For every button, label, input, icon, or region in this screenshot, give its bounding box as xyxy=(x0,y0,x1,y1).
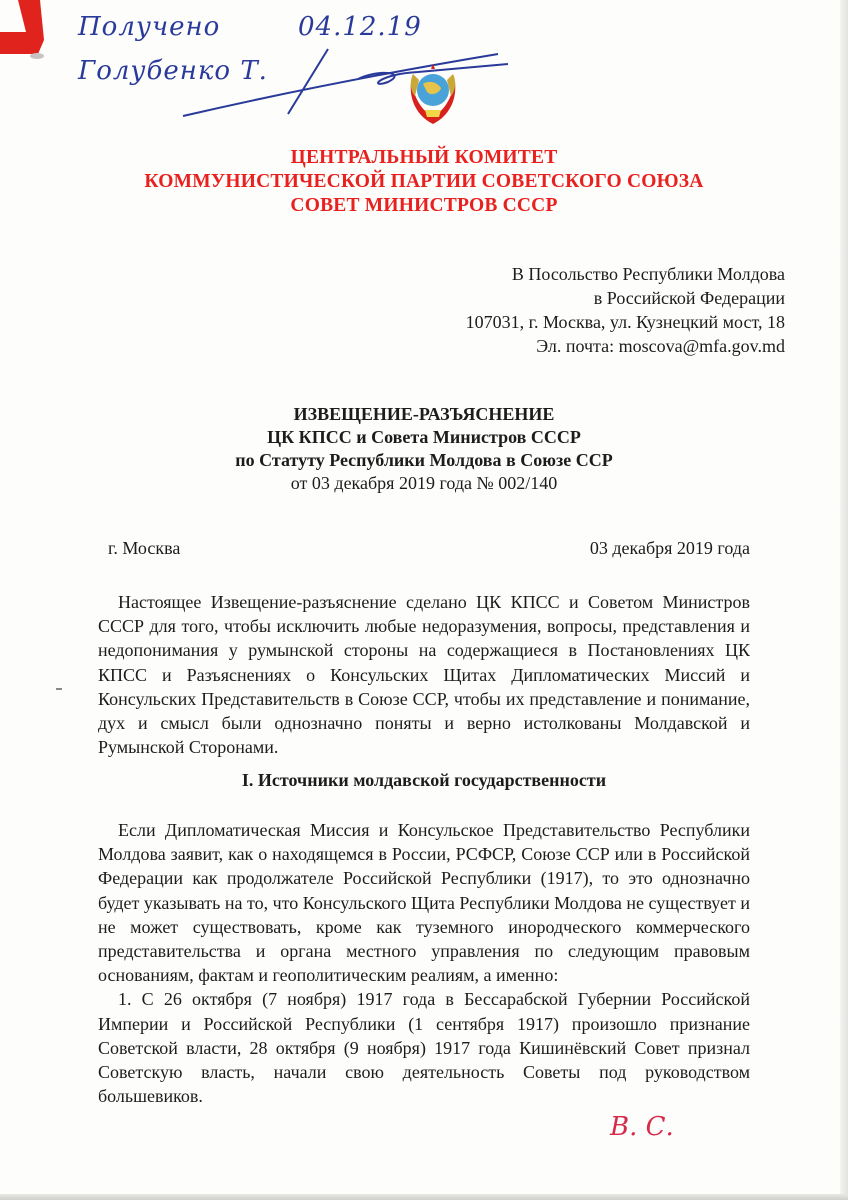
document-title xyxy=(0,403,848,495)
received-note: Получено xyxy=(78,12,221,42)
ussr-coat-of-arms-icon xyxy=(403,60,463,128)
title-line: по Статуту Республики Молдова в Союзе ССР xyxy=(235,450,613,470)
date: 03 декабря 2019 года xyxy=(589,538,750,558)
title-line: ИЗВЕЩЕНИЕ-РАЗЪЯСНЕНИЕ xyxy=(293,404,555,424)
section-heading: I. Источники молдавской государственности xyxy=(241,770,607,790)
header-line: СОВЕТ МИНИСТРОВ СССР xyxy=(290,195,558,216)
received-date: 04.12.19 xyxy=(298,12,422,42)
issuer-header xyxy=(0,146,848,218)
list-item: 1. С 26 октября (7 ноября) 1917 года в Бессарабской Губернии Российской Империи и Российской Республики (1 сентября 1917) произошло признание Советской власти, 28 октября (9 ноября) 1917 года Кишинёвский Совет признал Советскую власть, начали свою деятельность Советы под руководством большевиков. xyxy=(98,989,750,1107)
place-date-row xyxy=(108,538,750,559)
title-line: ЦК КПСС и Совета Министров СССР xyxy=(267,427,581,447)
addressee-email: Эл. почта: moscova@mfa.gov.md xyxy=(536,336,785,356)
header-line: КОММУНИСТИЧЕСКОЙ ПАРТИИ СОВЕТСКОГО СОЮЗА xyxy=(144,171,704,192)
addressee-line: в Российской Федерации xyxy=(593,288,785,308)
scan-artifact xyxy=(56,688,62,690)
place: г. Москва xyxy=(108,538,181,558)
page-edge xyxy=(0,1194,848,1200)
addressee-line: 107031, г. Москва, ул. Кузнецкий мост, 18 xyxy=(465,312,785,332)
section-body xyxy=(98,818,750,1108)
addressee-line: В Посольство Республики Молдова xyxy=(511,264,785,284)
intro-section xyxy=(98,590,750,759)
document-number: от 03 декабря 2019 года № 002/140 xyxy=(290,473,558,493)
header-line: ЦЕНТРАЛЬНЫЙ КОМИТЕТ xyxy=(290,147,558,168)
signatory-note: Голубенко Т. xyxy=(78,56,268,86)
addressee-block xyxy=(466,262,785,358)
binding-ribbon-icon xyxy=(0,0,48,60)
handwritten-initials: В. С. xyxy=(610,1112,674,1142)
intro-paragraph: Настоящее Извещение-разъяснение сделано ЦК КПСС и Советом Министров СССР для того, чтобы исключить любые недоразумения, вопросы, представления и недопонимания у румынской стороны на содержащиеся в Постановлениях ЦК КПСС и Разъяснениях о Консульских Щитах Дипломатических Миссий и Консульских Представительств в Союзе ССР, чтобы их представление и понимание, дух и смысл были однозначно поняты и верно истолкованы Молдавской и Румынской Сторонами. xyxy=(98,592,750,758)
section-paragraph: Если Дипломатическая Миссия и Консульское Представительство Республики Молдова заявит, как о находящемся в России, РСФСР, Союзе ССР или в Российской Федерации как продолжателе Российской Республики (1917), то это однозначно будет указывать на то, что Консульского Щита Республики Молдова не существует и не может существовать, кроме как туземного инородческого коммерческого представительства и органа местного управления по следующим правовым основаниям, фактам и геополитическим реалиям, а именно: xyxy=(98,820,750,986)
